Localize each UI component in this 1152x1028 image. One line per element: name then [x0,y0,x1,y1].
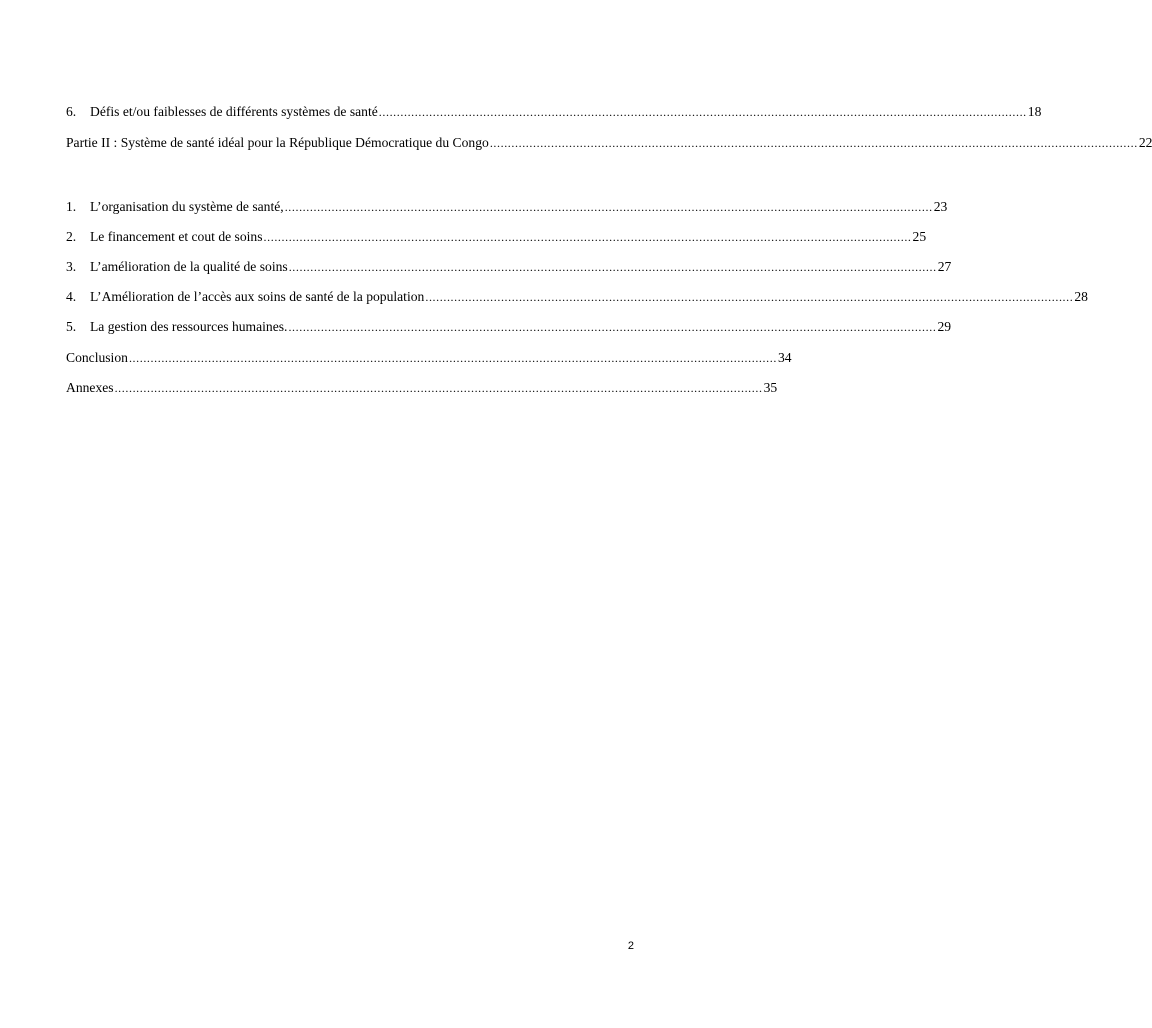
toc-entry-number: 1. [66,199,77,214]
page-number: 2 [627,940,634,952]
dot-leader: .................................................................................................................................................................................... [288,320,937,334]
dot-leader: .................................................................................................................................................................................... [288,260,937,274]
dot-leader: .................................................................................................................................................................................... [425,290,1074,304]
toc-entry-title: L’Amélioration de l’accès aux soins de santé de la population [90,289,425,304]
toc-entry-page: 28 [1074,289,1088,304]
dot-leader: .................................................................................................................................................................................... [489,136,1138,150]
toc-entry-page: 34 [777,350,792,365]
toc-entry-title: Le financement et cout de soins [90,229,263,244]
toc-entry-title: Défis et/ou faiblesses de différents systèmes de santé [90,104,378,119]
dot-leader: .................................................................................................................................................................................... [284,200,933,214]
dot-leader: .................................................................................................................................................................................... [263,230,912,244]
toc-entry-title: Conclusion [66,350,128,365]
toc-entry-ressources-humaines[interactable] [66,317,952,337]
toc-entry-number: 6. [66,104,77,119]
toc-entry-acces[interactable] [66,287,1088,307]
toc-entry-number: 3. [66,259,77,274]
toc-entry-number: 5. [66,319,77,334]
toc-entry-page: 27 [937,259,952,274]
toc-entry-title: L’amélioration de la qualité de soins [90,259,288,274]
dot-leader: .................................................................................................................................................................................... [128,351,777,365]
toc-entry-qualite[interactable] [66,257,952,277]
toc-entry-financement[interactable] [66,227,927,247]
toc-entry-page: 25 [912,229,927,244]
toc-entry-page: 29 [937,319,952,334]
toc-entry-title: Annexes [66,380,114,395]
toc-entry-title: L’organisation du système de santé, [90,199,284,214]
dot-leader: .................................................................................................................................................................................... [378,105,1027,119]
toc-entry-page: 22 [1138,135,1152,150]
toc-entry-annexes[interactable] [66,378,778,398]
toc-entry-page: 35 [763,380,778,395]
toc-entry-conclusion[interactable] [66,348,792,368]
toc-entry-page: 18 [1027,104,1042,119]
toc-entry-defis[interactable] [66,102,1042,122]
toc-entry-page: 23 [933,199,948,214]
dot-leader: .................................................................................................................................................................................... [114,381,763,395]
toc-entry-number: 4. [66,289,77,304]
toc-entry-title: Partie II : Système de santé idéal pour la République Démocratique du Congo [66,135,489,150]
toc-entry-partie-ii[interactable] [66,133,1152,153]
toc-entry-organisation[interactable] [66,197,948,217]
toc-entry-number: 2. [66,229,77,244]
toc-entry-title: La gestion des ressources humaines. [90,319,288,334]
